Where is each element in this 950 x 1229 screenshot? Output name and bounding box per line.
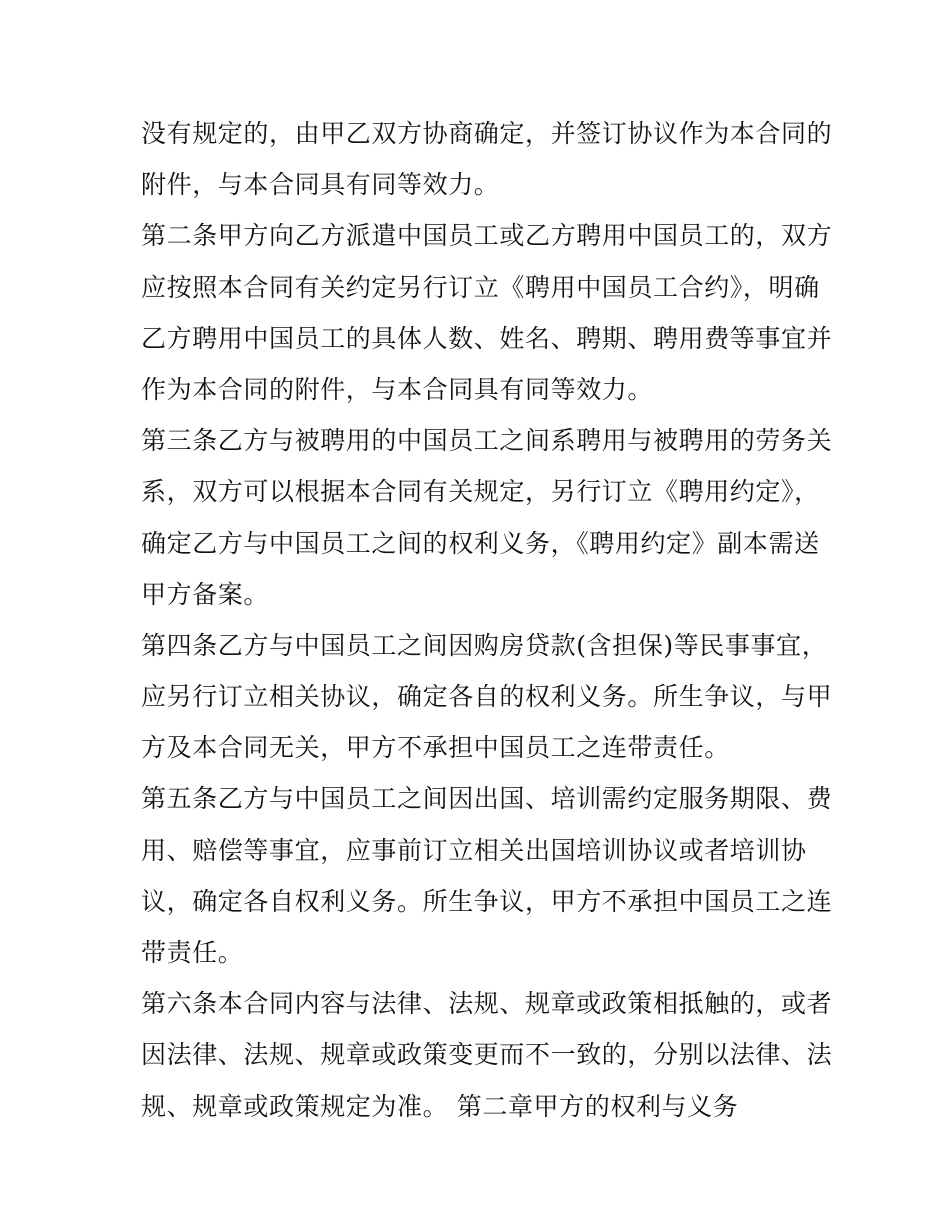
text-line: 第二条甲方向乙方派遣中国员工或乙方聘用中国员工的，双方 (141, 221, 833, 251)
text-line: 规、规章或政策规定为准。 第二章甲方的权利与义务 (141, 1091, 739, 1121)
text-line: 附件，与本合同具有同等效力。 (141, 170, 500, 200)
text-line: 作为本合同的附件，与本合同具有同等效力。 (141, 374, 654, 404)
document-body (141, 108, 833, 1132)
text-line: 带责任。 (141, 938, 244, 967)
text-line: 第五条乙方与中国员工之间因出国、培训需约定服务期限、费 (141, 784, 833, 814)
text-line: 应按照本合同有关约定另行订立《聘用中国员工合约》，明确 (141, 272, 820, 302)
text-line: 方及本合同无关，甲方不承担中国员工之连带责任。 (141, 733, 730, 763)
text-line: 应另行订立相关协议，确定各自的权利义务。所生争议，与甲 (141, 682, 833, 712)
text-line: 甲方备案。 (141, 579, 270, 609)
text-line: 议，确定各自权利义务。所生争议，甲方不承担中国员工之连 (141, 886, 833, 916)
text-line: 第六条本合同内容与法律、法规、规章或政策相抵触的，或者 (141, 989, 833, 1019)
text-line: 因法律、法规、规章或政策变更而不一致的，分别以法律、法 (141, 1040, 833, 1070)
text-line: 用、赔偿等事宜，应事前订立相关出国培训协议或者培训协 (141, 835, 807, 865)
text-line: 系，双方可以根据本合同有关规定，另行订立《聘用约定》， (141, 477, 820, 507)
text-line: 没有规定的，由甲乙双方协商确定，并签订协议作为本合同的 (141, 119, 833, 148)
text-line: 确定乙方与中国员工之间的权利义务，《聘用约定》副本需送 (141, 528, 820, 558)
text-line: 第三条乙方与被聘用的中国员工之间系聘用与被聘用的劳务关 (141, 426, 833, 456)
text-line: 乙方聘用中国员工的具体人数、姓名、聘期、聘用费等事宜并 (141, 323, 833, 353)
text-line: 第四条乙方与中国员工之间因购房贷款(含担保)等民事事宜， (141, 630, 828, 660)
